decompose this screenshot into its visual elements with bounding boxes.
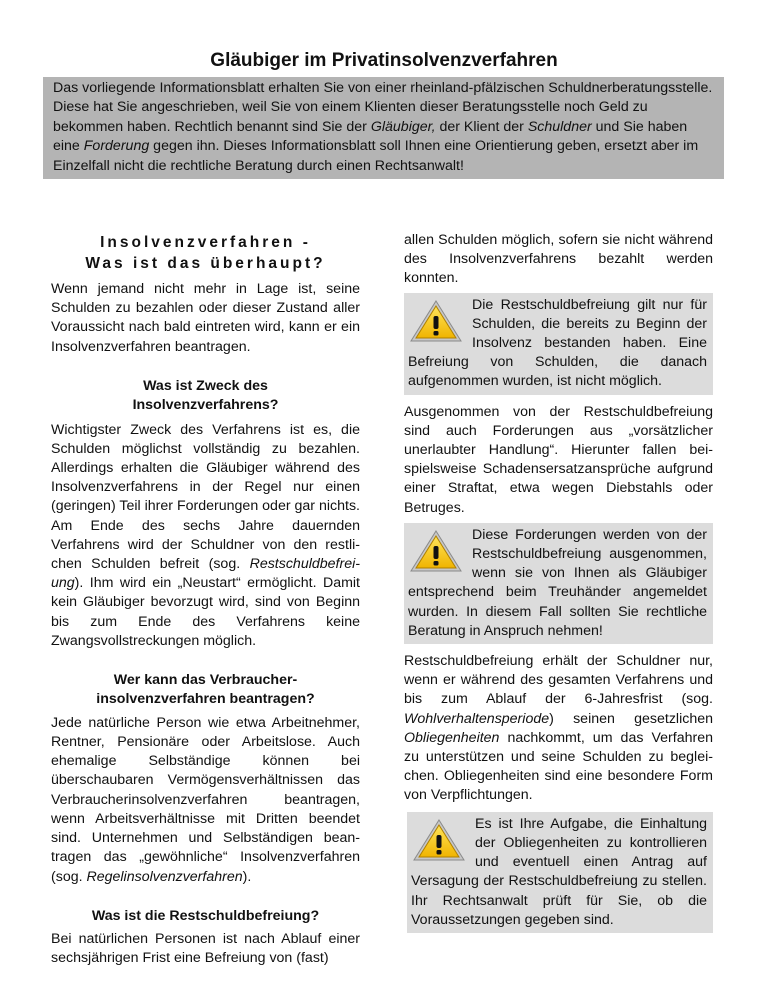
intro-emphasis-schuldner: Schuldner — [527, 118, 592, 135]
heading-zweck — [51, 377, 360, 416]
emphasis-wohlverhaltensperiode: Wohlverhaltensperiode — [404, 710, 550, 727]
heading-restschuldbefreiung: Was ist die Restschuldbefreiung? — [91, 907, 320, 924]
warning-box-1 — [404, 293, 713, 395]
warning-triangle-icon — [411, 817, 467, 863]
emphasis-regelinsolvenzverfahren: Regelinsolvenzverfahren — [86, 868, 243, 885]
warning-box-2 — [404, 523, 713, 644]
heading-line: Was ist das überhaupt? — [85, 255, 326, 272]
intro-text: und Sie haben eine — [53, 118, 688, 155]
left-column — [51, 232, 360, 969]
paragraph-ausgenommen: Ausgenommen von der Restschuldbefreiung sind auch Forderungen aus „vorsätzlicher unerlaubter Handlung“. Hierunter fallen beispielsweise Schadensersatzansprüche aufgrund einer Straftat, etwa wegen Diebstahls oder Betruges. — [404, 403, 713, 516]
intro-emphasis-glaeubiger: Gläubiger, — [370, 118, 436, 135]
intro-emphasis-forderung: Forderung — [83, 138, 150, 155]
warning-text-2: Diese Forderungen werden von der Restschuldbefreiung ausgenommen, wenn sie von Ihnen als Gläubiger entsprechend beim Treuhänder angemeldet wurden. In diesem Fall sollten Sie rechtliche Beratung in Anspruch nehmen! — [408, 526, 707, 639]
text: Wichtigster Zweck des Verfahrens ist es, die Schulden möglichst vollständig zu bezahlen. Allerdings erhalten die Gläubiger während des Insolvenzverfahrens in der Regel nur einen (geringen) Teil ihrer Forderungen oder gar nichts. Am Ende des sechs Jahre dauernden Verfahrens wird der Schuldner von den restlichen Schulden befreit (sog. — [51, 421, 360, 573]
text: ). — [242, 868, 252, 885]
warning-triangle-icon — [408, 528, 464, 574]
paragraph-restschuld-erhalt — [404, 652, 713, 806]
warning-triangle-icon — [408, 298, 464, 344]
heading-line: Insolvenzverfahren - — [100, 234, 311, 251]
paragraph-wer-kann — [51, 714, 360, 887]
text: ). Ihm wird ein „Neustart“ ermöglicht. Damit kein Gläubiger bevorzugt wird, sind von Beginn bis zum Ende des Verfahrens keine Zwangsvollstreckungen möglich. — [51, 575, 360, 649]
heading-line: Was ist Zweck des — [143, 377, 268, 394]
text: nachkommt, um das Verfahren zu unterstützen und seine Schulden zu begleichen. Obliegenheiten sind eine besondere Form von Verpflichtungen. — [404, 729, 713, 804]
intro-text: gegen ihn. Dieses Informationsblatt soll Ihnen eine Orientierung geben, ersetzt aber im Einzelfall nicht die rechtliche Beratung durch einen Rechtsanwalt! — [53, 138, 699, 174]
emphasis-restschuldbefreiung: Restschuldbefreiung — [51, 556, 360, 592]
paragraph-zweck — [51, 421, 360, 651]
right-column — [404, 231, 713, 933]
warning-box-3 — [407, 812, 713, 933]
page-title: Gläubiger im Privatinsolvenzverfahren — [210, 50, 558, 71]
paragraph-restschuldbefreiung: Bei natürlichen Personen ist nach Ablauf einer sechsjährigen Frist eine Befreiung von (fast) — [51, 931, 360, 967]
intro-text: Das vorliegende Informationsblatt erhalten Sie von einer rheinland-pfälzischen Schuldnerberatungsstelle. Diese hat Sie angeschrieben, weil Sie von einem Klienten dieser Beratungsstelle noch Geld zu bekommen haben. Rechtlich benannt sind Sie der — [53, 80, 713, 135]
heading-line: Insolvenzverfahrens? — [132, 397, 279, 414]
text: Jede natürliche Person wie etwa Arbeitnehmer, Rentner, Pensionäre oder Arbeitslose. Auch ehemalige Selbständige können bei überschaubaren Vermögensverhältnissen das Verbraucherinsolvenzverfahren beantragen, wenn Arbeitsverhältnisse mit Dritten beendet sind. Unternehmen und Selbständigen beantragen das „gewöhnliche“ Insolvenzverfahren (sog. — [51, 714, 360, 885]
text: ) seinen gesetzlichen — [549, 710, 713, 727]
warning-text-1: Die Restschuldbefreiung gilt nur für Schulden, die bereits zu Beginn der Insolvenz bestanden haben. Eine Befreiung von Schulden, die danach aufgenommen wurden, ist nicht möglich. — [408, 296, 707, 390]
heading-wer-kann — [51, 671, 360, 710]
paragraph-continued: allen Schulden möglich, sofern sie nicht während des Insolvenzverfahrens bezahlt werden konnten. — [404, 232, 713, 287]
intro-box — [43, 77, 724, 179]
warning-text-3: Es ist Ihre Aufgabe, die Einhaltung der Obliegenheiten zu kontrollieren und eventuell einen Antrag auf Versagung der Restschuldbefreiung zu stellen. Ihr Rechtsanwalt prüft für Sie, ob die Voraussetzungen gegeben sind. — [411, 815, 707, 928]
heading-line: insolvenzverfahren beantragen? — [96, 691, 315, 708]
intro-text: der Klient der — [435, 118, 528, 135]
text: Restschuldbefreiung erhält der Schuldner nur, wenn er während des gesamten Verfahrens und bis zum Ablauf der 6-Jahresfrist (sog. — [404, 653, 713, 708]
paragraph-insolvenz-intro: Wenn jemand nicht mehr in Lage ist, seine Schulden zu bezahlen oder dieser Zustand aller Voraussicht nach bald eintreten wird, kann er ein Insolvenzverfahren beantragen. — [51, 281, 360, 355]
emphasis-obliegenheiten: Obliegenheiten — [404, 729, 500, 746]
heading-insolvenzverfahren — [51, 232, 360, 274]
heading-line: Wer kann das Verbraucher- — [113, 672, 298, 689]
